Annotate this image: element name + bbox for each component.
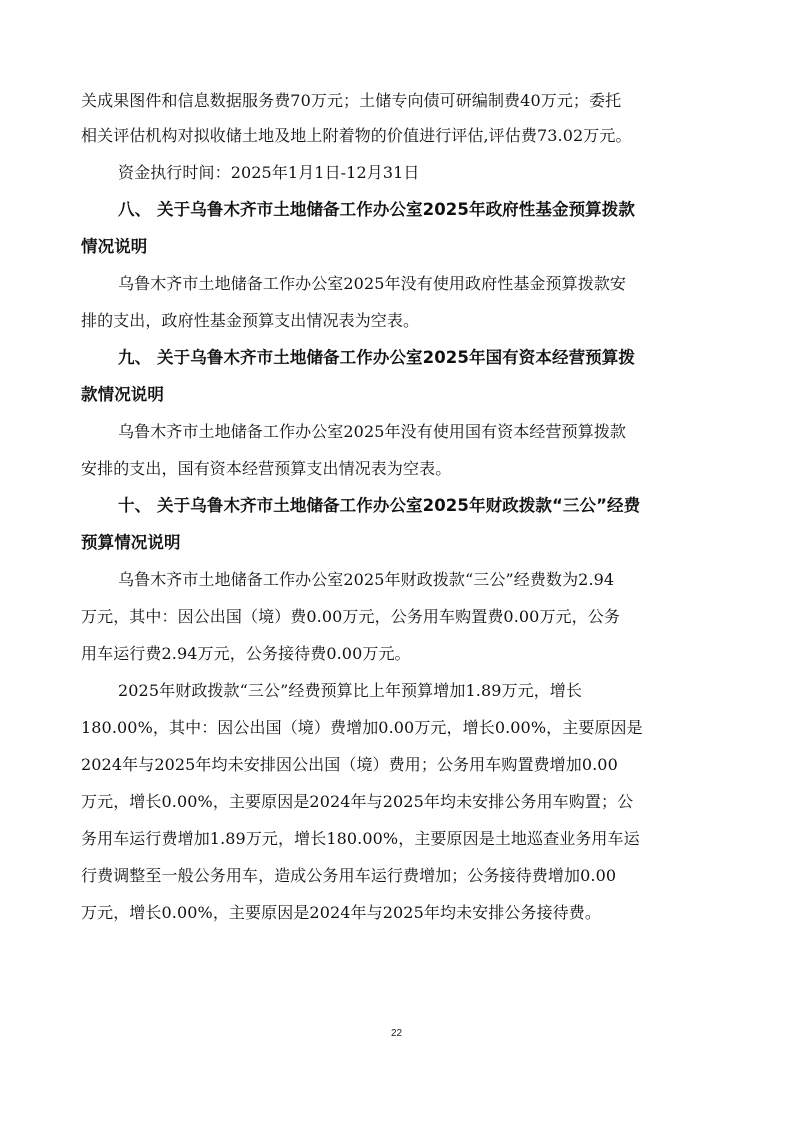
body-text-line: 排的支出，政府性基金预算支出情况表为空表。 [81,311,420,330]
body-text-line: 乌鲁木齐市土地储备工作办公室2025年没有使用政府性基金预算拨款安 [118,274,627,293]
page-number: 22 [390,1028,403,1039]
body-text-line: 资金执行时间：2025年1月1日-12月31日 [118,163,420,182]
body-text-line: 务用车运行费增加1.89万元，增长180.00%，主要原因是土地巡查业务用车运 [81,829,640,848]
section-heading-8: 八、 关于乌鲁木齐市土地储备工作办公室2025年政府性基金预算拨款 [118,200,635,219]
body-text-line: 万元，增长0.00%，主要原因是2024年与2025年均未安排公务用车购置；公 [81,792,634,811]
body-text-line: 2025年财政拨款“三公”经费预算比上年预算增加1.89万元，增长 [118,681,583,700]
body-text-line: 关成果图件和信息数据服务费70万元；土储专向债可研编制费40万元；委托 [81,91,622,110]
body-text-line: 行费调整至一般公务用车，造成公务用车运行费增加；公务接待费增加0.00 [81,866,617,885]
section-heading-10-cont: 预算情况说明 [81,533,181,552]
section-heading-8-cont: 情况说明 [81,237,148,256]
section-heading-9: 九、 关于乌鲁木齐市土地储备工作办公室2025年国有资本经营预算拨 [118,348,635,367]
body-text-line: 180.00%，其中：因公出国（境）费增加0.00万元，增长0.00%，主要原因是 [81,718,643,737]
body-text-line: 2024年与2025年均未安排因公出国（境）费用；公务用车购置费增加0.00 [81,755,618,774]
body-text-line: 安排的支出，国有资本经营预算支出情况表为空表。 [81,459,452,478]
section-heading-9-cont: 款情况说明 [81,385,164,404]
body-text-line: 用车运行费2.94万元，公务接待费0.00万元。 [81,644,411,663]
body-text-line: 相关评估机构对拟收储土地及地上附着物的价值进行评估,评估费73.02万元。 [81,126,632,145]
body-text-line: 万元，增长0.00%，主要原因是2024年与2025年均未安排公务接待费。 [81,903,601,922]
body-text-line: 乌鲁木齐市土地储备工作办公室2025年没有使用国有资本经营预算拨款 [118,422,627,441]
section-heading-10: 十、 关于乌鲁木齐市土地储备工作办公室2025年财政拨款“三公”经费 [118,496,641,515]
body-text-line: 万元，其中：因公出国（境）费0.00万元，公务用车购置费0.00万元，公务 [81,607,620,626]
body-text-line: 乌鲁木齐市土地储备工作办公室2025年财政拨款“三公”经费数为2.94 [118,570,615,589]
